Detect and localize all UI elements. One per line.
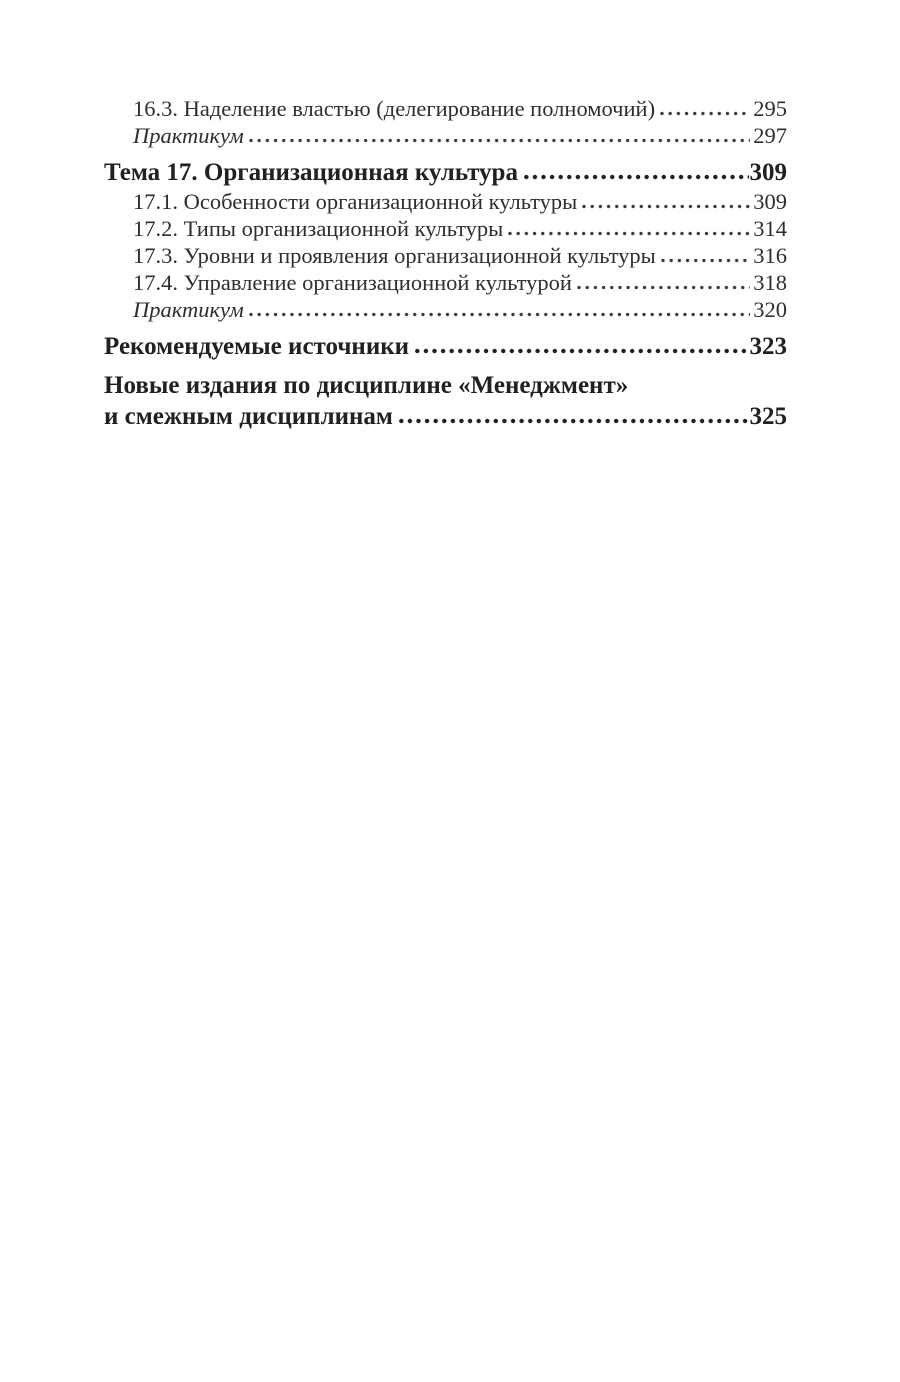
dot-leader [399,418,749,424]
toc-entry [104,157,787,188]
toc-entry [104,269,787,296]
toc-entry [104,401,787,432]
toc-entry-label: 17.3. Уровни и проявления организационной культуры [133,243,656,268]
dot-leader [415,348,748,354]
toc-entry-label: 16.3. Наделение властью (делегирование полномочий) [133,96,656,121]
dot-leader [249,138,750,143]
toc-entry-label: 17.1. Особенности организационной культуры [133,189,578,214]
toc-entry-page: 309 [753,189,787,214]
dot-leader [508,231,750,236]
toc-entry-page: 325 [749,403,787,430]
toc-entry-page: 323 [749,333,787,360]
dot-leader [582,204,750,209]
toc-entry-label: 17.2. Типы организационной культуры [133,216,504,241]
dot-leader [577,285,750,290]
toc-entry-page: 309 [749,159,787,186]
toc-entry [104,296,787,323]
toc-entry-page: 297 [753,123,787,148]
toc-entry-label: Практикум [133,297,244,322]
toc-entry [104,95,787,122]
toc-entry-page: 320 [753,297,787,322]
toc-entry-label: и смежным дисциплинам [104,403,393,430]
dot-leader [661,258,750,263]
toc-entry-label: Тема 17. Организационная культура [104,159,518,186]
toc-entry-label: Новые издания по дисциплине «Менеджмент» [104,372,629,399]
toc-entry-page: 316 [753,243,787,268]
toc-entry [104,188,787,215]
table-of-contents [104,95,787,432]
toc-entry [104,122,787,149]
toc-entry-label: Практикум [133,123,244,148]
toc-entry-page: 314 [753,216,787,241]
toc-entry [104,242,787,269]
toc-entry [104,331,787,362]
toc-entry-label: Рекомендуемые источники [104,333,410,360]
dot-leader [660,111,750,116]
toc-entry-page: 318 [753,270,787,295]
dot-leader [249,312,750,317]
toc-entry-page: 295 [753,96,787,121]
toc-entry-label: 17.4. Управление организационной культурой [133,270,572,295]
toc-entry [104,215,787,242]
toc-entry [104,370,787,401]
dot-leader [524,174,749,180]
